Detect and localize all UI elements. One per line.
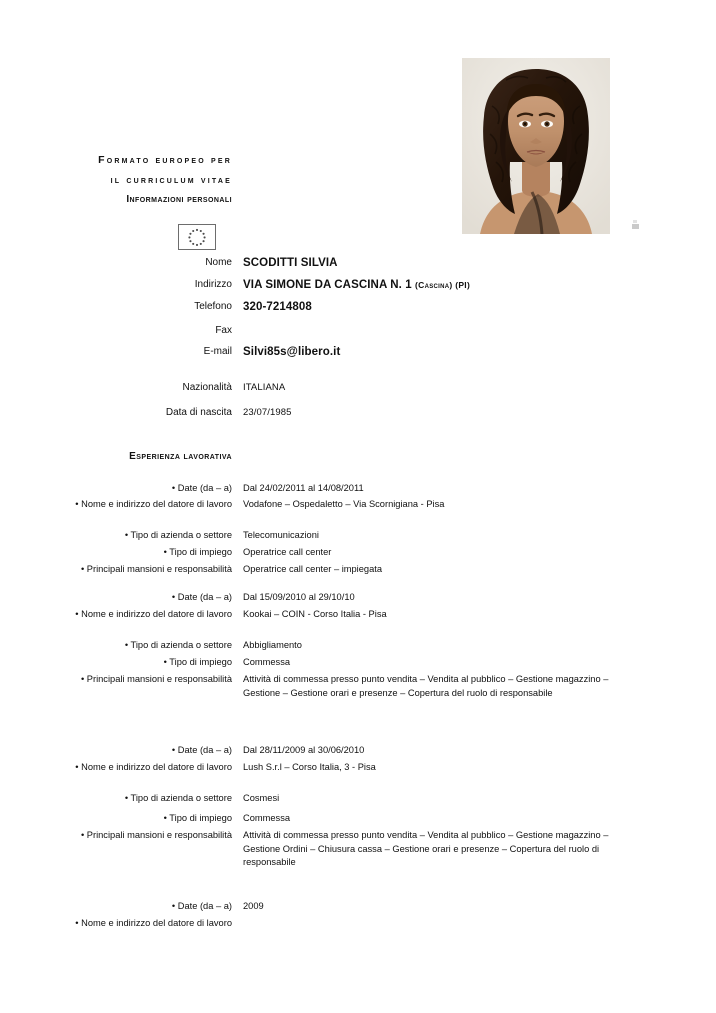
experience-label-duties: • Principali mansioni e responsabilità: [80, 564, 232, 574]
experience-label-dates: • Date (da – a): [171, 483, 232, 493]
field-label-email: E-mail: [203, 346, 232, 357]
field-value-email: Silvi85s@libero.it: [243, 346, 341, 358]
experience-label-role: • Tipo di impiego: [163, 813, 232, 823]
experience-value-dates: 2009: [243, 901, 264, 911]
experience-value-sector: Abbigliamento: [243, 640, 302, 650]
experience-label-sector: • Tipo di azienda o settore: [124, 640, 232, 650]
field-value-nazionalita: ITALIANA: [243, 382, 286, 393]
experience-value-duties: Attività di commessa presso punto vendita – Vendita al pubblico – Gestione magazzino – Gestione – Gestione orari e presenze – Copertura del ruolo di responsabile: [243, 674, 609, 698]
experience-label-duties: • Principali mansioni e responsabilità: [80, 674, 232, 684]
experience-label-employer: • Nome e indirizzo del datore di lavoro: [75, 499, 232, 509]
page-title-line2: il curriculum vitae: [110, 174, 232, 186]
experience-value-sector: Cosmesi: [243, 793, 280, 803]
scan-artifact-speck: [632, 224, 639, 229]
experience-label-dates: • Date (da – a): [171, 745, 232, 755]
experience-label-role: • Tipo di impiego: [163, 657, 232, 667]
field-label-data-di-nascita: Data di nascita: [165, 407, 232, 418]
experience-value-role: Commessa: [243, 657, 291, 667]
field-value-data-di-nascita: 23/07/1985: [243, 407, 292, 418]
experience-label-sector: • Tipo di azienda o settore: [124, 793, 232, 803]
experience-value-dates: Dal 24/02/2011 al 14/08/2011: [243, 483, 364, 493]
section-heading-work-experience: Esperienza lavorativa: [129, 451, 232, 462]
experience-value-dates: Dal 28/11/2009 al 30/06/2010: [243, 745, 365, 755]
field-label-nazionalita: Nazionalità: [182, 382, 232, 393]
experience-label-employer: • Nome e indirizzo del datore di lavoro: [75, 609, 232, 619]
page-title-line1: Formato europeo per: [98, 154, 232, 166]
field-label-fax: Fax: [215, 325, 232, 336]
field-label-telefono: Telefono: [194, 301, 232, 312]
section-heading-personal-information: Informazioni personali: [126, 194, 232, 205]
experience-value-employer: Lush S.r.l – Corso Italia, 3 - Pisa: [243, 762, 376, 772]
experience-value-role: Operatrice call center: [243, 547, 332, 557]
experience-value-dates: Dal 15/09/2010 al 29/10/10: [243, 592, 355, 602]
experience-label-sector: • Tipo di azienda o settore: [124, 530, 232, 540]
experience-value-employer: Kookai – COIN - Corso Italia - Pisa: [243, 609, 387, 619]
experience-label-employer: • Nome e indirizzo del datore di lavoro: [75, 762, 232, 772]
experience-value-sector: Telecomunicazioni: [243, 530, 319, 540]
field-value-indirizzo-main: VIA SIMONE DA CASCINA N. 1: [243, 279, 412, 291]
field-value-indirizzo-locality: (Cascina) (PI): [415, 280, 471, 290]
field-label-nome: Nome: [205, 257, 232, 268]
experience-value-role: Commessa: [243, 813, 291, 823]
experience-label-dates: • Date (da – a): [171, 592, 232, 602]
experience-label-employer: • Nome e indirizzo del datore di lavoro: [75, 918, 232, 928]
experience-label-duties: • Principali mansioni e responsabilità: [80, 830, 232, 840]
field-value-telefono: 320-7214808: [243, 301, 312, 313]
experience-value-employer: Vodafone – Ospedaletto – Via Scornigiana - Pisa: [243, 499, 445, 509]
portrait-photo: [462, 58, 610, 234]
field-value-indirizzo: [243, 278, 643, 292]
experience-label-role: • Tipo di impiego: [163, 547, 232, 557]
field-label-indirizzo: Indirizzo: [194, 279, 232, 290]
page-title: [20, 150, 232, 190]
experience-value-duties: Operatrice call center – impiegata: [243, 564, 383, 574]
eu-flag-icon: [178, 224, 216, 250]
experience-value-duties: Attività di commessa presso punto vendita – Vendita al pubblico – Gestione magazzino – Gestione Ordini – Chiusura cassa – Gestione orari e presenze – Copertura del ruolo di responsabile: [243, 830, 609, 867]
field-value-nome: SCODITTI SILVIA: [243, 257, 338, 269]
experience-label-dates: • Date (da – a): [171, 901, 232, 911]
